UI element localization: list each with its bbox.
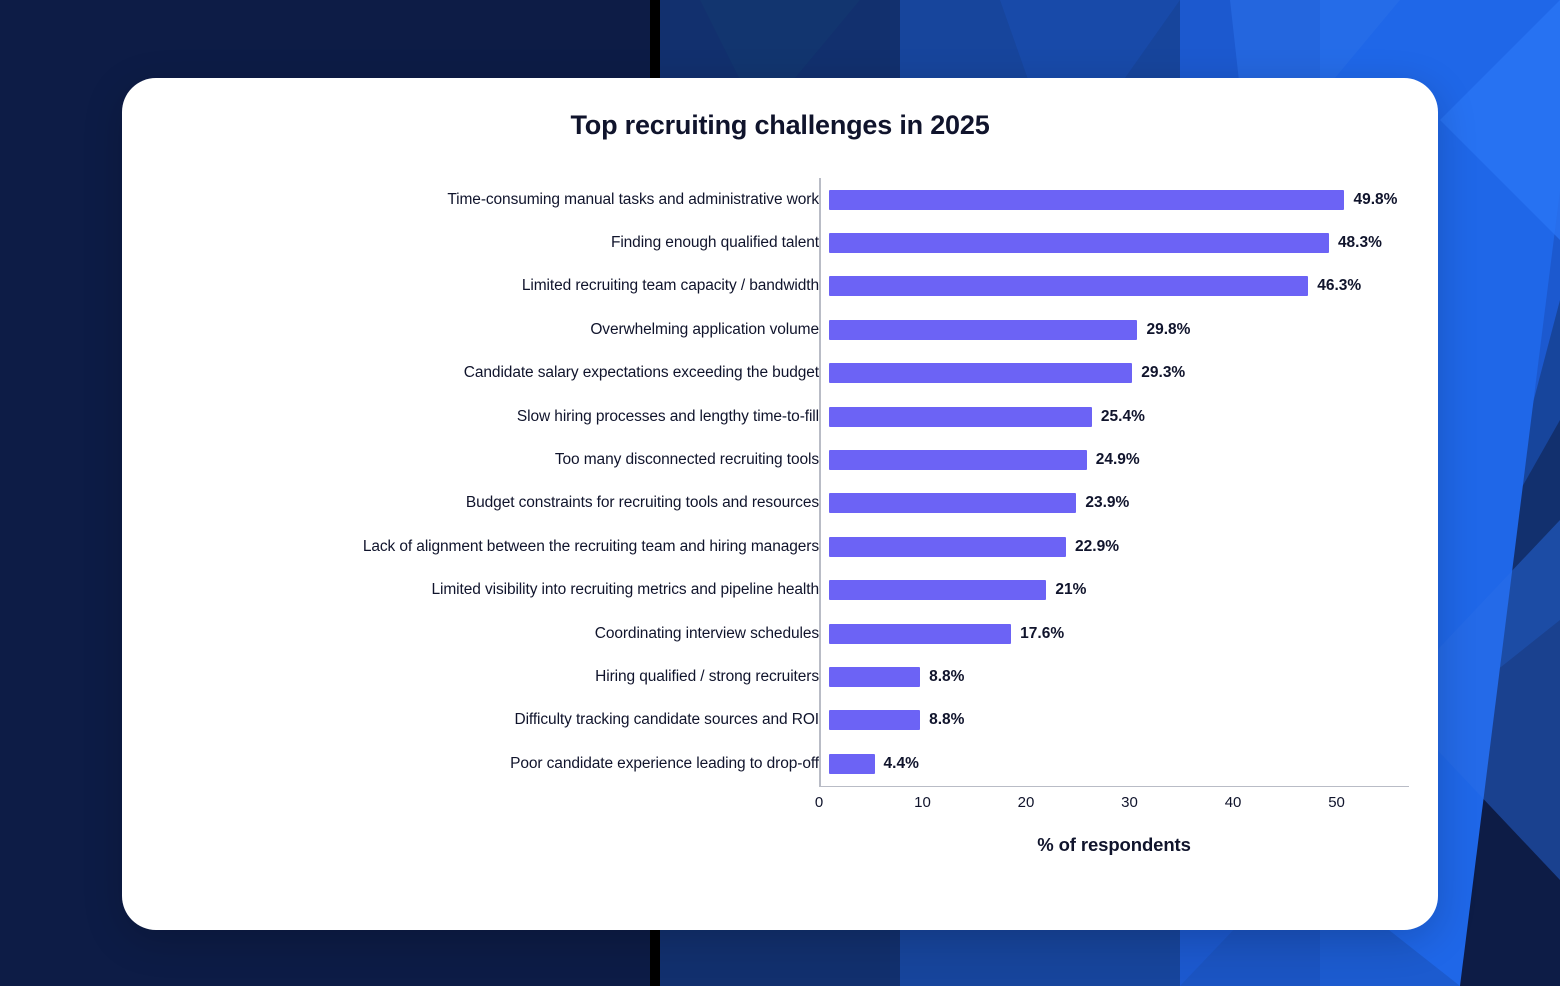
bar-track — [829, 352, 1408, 395]
bar-track — [829, 699, 1408, 742]
y-axis-line — [819, 178, 821, 786]
bar — [829, 537, 1066, 557]
bar — [829, 710, 920, 730]
bar-value-label: 17.6% — [1020, 624, 1065, 642]
x-tick-label: 10 — [914, 793, 931, 811]
bar-value-label: 49.8% — [1353, 190, 1398, 208]
bar-row — [162, 308, 1408, 351]
bar-track — [829, 395, 1408, 438]
chart-card — [122, 78, 1438, 930]
bar-track — [829, 612, 1408, 655]
bar-row — [162, 352, 1408, 395]
bar — [829, 624, 1011, 644]
bar-row — [162, 178, 1408, 221]
bar-category-label: Coordinating interview schedules — [594, 624, 819, 642]
bar-value-label: 24.9% — [1095, 451, 1140, 469]
x-tick-label: 50 — [1328, 793, 1345, 811]
bar-track — [829, 655, 1408, 698]
bar-row — [162, 655, 1408, 698]
bar-value-label: 48.3% — [1337, 234, 1382, 252]
bar-category-label: Time-consuming manual tasks and administrative work — [447, 190, 819, 208]
bar — [829, 320, 1137, 340]
bar-category-label: Hiring qualified / strong recruiters — [595, 667, 819, 685]
bar-track — [829, 569, 1408, 612]
bar-row — [162, 395, 1408, 438]
bar-category-label: Limited recruiting team capacity / bandwidth — [521, 277, 819, 295]
bar-value-label: 8.8% — [929, 667, 965, 685]
bar-value-label: 29.8% — [1146, 320, 1191, 338]
bar-row — [162, 265, 1408, 308]
bar-category-label: Lack of alignment between the recruiting team and hiring managers — [362, 537, 819, 555]
bar-row — [162, 742, 1408, 785]
bar-row — [162, 699, 1408, 742]
bar-track — [829, 265, 1408, 308]
x-axis-ticks — [814, 788, 1409, 816]
x-tick-label: 20 — [1017, 793, 1035, 811]
x-tick-label: 40 — [1224, 793, 1242, 811]
bar-category-label: Limited visibility into recruiting metrics and pipeline health — [431, 581, 819, 599]
bar-track — [829, 308, 1408, 351]
bar-category-label: Budget constraints for recruiting tools and resources — [465, 494, 819, 512]
bar-value-label: 4.4% — [883, 754, 919, 772]
bar — [829, 667, 920, 687]
bar-track — [829, 742, 1408, 785]
bar-category-label: Poor candidate experience leading to drop-off — [510, 754, 819, 772]
bar-value-label: 22.9% — [1075, 537, 1119, 555]
bar-category-label: Overwhelming application volume — [590, 320, 819, 338]
bar — [829, 450, 1087, 470]
bar-category-label: Difficulty tracking candidate sources and ROI — [514, 711, 819, 729]
bar-row — [162, 612, 1408, 655]
bar — [829, 580, 1046, 600]
plot-area — [162, 178, 1408, 900]
bar-track — [829, 438, 1408, 481]
bar-category-label: Slow hiring processes and lengthy time-to-fill — [516, 407, 819, 425]
bar-category-label: Finding enough qualified talent — [610, 234, 819, 252]
bar — [829, 754, 875, 774]
bar-rows — [162, 178, 1408, 785]
bar-track — [829, 525, 1408, 568]
bar-row — [162, 221, 1408, 264]
bar-track — [829, 482, 1408, 525]
bar-row — [162, 569, 1408, 612]
bar — [829, 276, 1308, 296]
bar-value-label: 8.8% — [929, 711, 965, 729]
bar-row — [162, 482, 1408, 525]
bar-value-label: 21% — [1055, 581, 1087, 599]
bar-value-label: 25.4% — [1100, 407, 1145, 425]
bar — [829, 493, 1076, 513]
bar-row — [162, 438, 1408, 481]
x-tick-label: 30 — [1121, 793, 1138, 811]
bar-category-label: Candidate salary expectations exceeding the budget — [463, 364, 819, 382]
bar-track — [829, 178, 1408, 221]
x-tick-label: 0 — [814, 793, 824, 811]
bar-category-label: Too many disconnected recruiting tools — [554, 451, 819, 469]
bar-row — [162, 525, 1408, 568]
x-axis-label: % of respondents — [1037, 833, 1191, 855]
bar-value-label: 29.3% — [1141, 364, 1186, 382]
bar — [829, 363, 1132, 383]
chart-title: Top recruiting challenges in 2025 — [570, 110, 990, 140]
bar — [829, 190, 1344, 210]
bar-value-label: 23.9% — [1085, 494, 1130, 512]
bar-track — [829, 221, 1408, 264]
bar-value-label: 46.3% — [1317, 277, 1362, 295]
bar — [829, 233, 1329, 253]
bar — [829, 407, 1092, 427]
